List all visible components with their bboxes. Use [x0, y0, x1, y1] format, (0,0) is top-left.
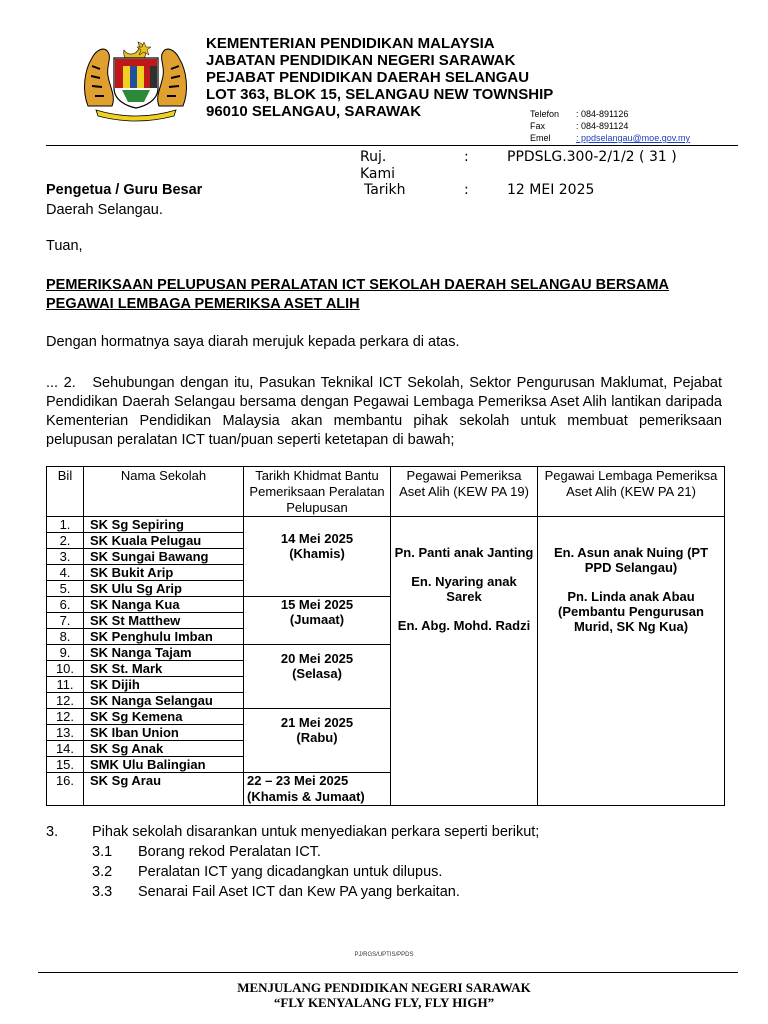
- row-number: 3.: [47, 549, 84, 565]
- school-name: SK Nanga Kua: [84, 597, 244, 613]
- header-divider: [46, 145, 738, 146]
- school-name: SK Iban Union: [84, 725, 244, 741]
- row-number: 10.: [47, 661, 84, 677]
- footer-motto: [0, 980, 768, 1010]
- date-value: 20 Mei 2025: [280, 651, 354, 666]
- item-number: 3.1: [92, 844, 113, 860]
- pa21-officers: [538, 517, 725, 806]
- table-header-row: [47, 467, 725, 517]
- item-text: Borang rekod Peralatan ICT.: [138, 844, 321, 860]
- contact-block: [530, 108, 690, 144]
- contact-label: Fax: [530, 121, 546, 131]
- row-number: 1.: [47, 517, 84, 533]
- table-row: [47, 517, 725, 533]
- day-value: (Selasa): [292, 666, 342, 681]
- date-value: 22 – 23 Mei 2025: [247, 773, 349, 788]
- school-name: SK Dijih: [84, 677, 244, 693]
- date-cell: [244, 645, 391, 709]
- tarikh-label: Tarikh: [364, 182, 406, 198]
- date-cell: [244, 517, 391, 597]
- greeting: Tuan,: [46, 238, 83, 254]
- date-cell: [244, 773, 391, 806]
- list-item: [46, 842, 726, 862]
- coat-of-arms-crest-icon: [78, 36, 193, 122]
- pa21-officer: Pn. Linda anak Abau (Pembantu Pengurusan Murid, SK Ng Kua): [558, 589, 704, 634]
- row-number: 7.: [47, 613, 84, 629]
- section-3: [46, 822, 726, 902]
- row-number: 4.: [47, 565, 84, 581]
- school-name: SK St Matthew: [84, 613, 244, 629]
- kami-label: Kami: [360, 166, 396, 182]
- header-pa21: Pegawai Lembaga Pemeriksa Aset Alih (KEW PA 21): [538, 467, 725, 517]
- phone-value: : 084-891126: [576, 109, 629, 119]
- row-number: 12.: [47, 709, 84, 725]
- schedule-table: [46, 466, 725, 806]
- letterhead-line: 96010 SELANGAU, SARAWAK: [206, 103, 422, 120]
- header-nama-sekolah: Nama Sekolah: [84, 467, 244, 517]
- list-item: [46, 882, 726, 902]
- school-name: SK Bukit Arip: [84, 565, 244, 581]
- header-pa19: Pegawai Pemeriksa Aset Alih (KEW PA 19): [391, 467, 538, 517]
- pa21-officer: En. Asun anak Nuing (PT PPD Selangau): [553, 545, 709, 575]
- school-name: SK Ulu Sg Arip: [84, 581, 244, 597]
- school-name: SK Sg Sepiring: [84, 517, 244, 533]
- subject-heading: PEMERIKSAAN PELUPUSAN PERALATAN ICT SEKOLAH DAERAH SELANGAU BERSAMA PEGAWAI LEMBAGA PEMERIKSA ASET ALIH: [46, 277, 669, 312]
- day-value: (Jumaat): [289, 612, 345, 627]
- contact-label: Telefon: [530, 109, 560, 119]
- date-cell: [244, 709, 391, 773]
- pa19-officer: En. Nyaring anak Sarek: [411, 574, 517, 604]
- row-number: 8.: [47, 629, 84, 645]
- section-number: 3.: [46, 824, 59, 840]
- fax-value: : 084-891124: [576, 121, 629, 131]
- item-text: Senarai Fail Aset ICT dan Kew PA yang berkaitan.: [138, 884, 460, 900]
- pa19-officer: Pn. Panti anak Janting: [394, 545, 534, 560]
- letterhead-line: KEMENTERIAN PENDIDIKAN MALAYSIA: [206, 35, 495, 52]
- letterhead-line: PEJABAT PENDIDIKAN DAERAH SELANGAU: [206, 69, 530, 86]
- row-number: 15.: [47, 757, 84, 773]
- motto-line-2: “FLY KENYALANG FLY, FLY HIGH”: [273, 995, 495, 1010]
- day-value: (Khamis): [289, 546, 345, 561]
- row-number: 16.: [47, 773, 84, 806]
- school-name: SK Nanga Tajam: [84, 645, 244, 661]
- school-name: SK Kuala Pelugau: [84, 533, 244, 549]
- contact-label: Emel: [530, 133, 551, 143]
- row-number: 13.: [47, 725, 84, 741]
- section-intro: Pihak sekolah disarankan untuk menyediakan perkara seperti berikut;: [92, 824, 540, 840]
- row-number: 11.: [47, 677, 84, 693]
- motto-line-1: MENJULANG PENDIDIKAN NEGERI SARAWAK: [237, 980, 531, 995]
- recipient-title: Pengetua / Guru Besar: [46, 182, 203, 198]
- school-name: SK Sg Anak: [84, 741, 244, 757]
- row-number: 14.: [47, 741, 84, 757]
- email-link[interactable]: : ppdselangau@moe.gov.my: [576, 133, 691, 143]
- date-cell: [244, 597, 391, 645]
- school-name: SK Penghulu Imban: [84, 629, 244, 645]
- footer-code: PJ/RGS/UPTIS/PPDS: [354, 952, 414, 958]
- header-tarikh: Tarikh Khidmat Bantu Pemeriksaan Peralatan Pelupusan: [244, 467, 391, 517]
- ruj-value: PPDSLG.300-2/1/2 ( 31 ): [507, 149, 677, 165]
- row-number: 2.: [47, 533, 84, 549]
- school-name: SK St. Mark: [84, 661, 244, 677]
- row-number: 12.: [47, 693, 84, 709]
- list-item: [46, 862, 726, 882]
- footer-divider: [38, 972, 738, 973]
- letterhead-address: [206, 35, 553, 120]
- school-name: SMK Ulu Balingian: [84, 757, 244, 773]
- recipient-block: [46, 180, 202, 220]
- item-text: Peralatan ICT yang dicadangkan untuk dilupus.: [138, 864, 443, 880]
- school-name: SK Sg Kemena: [84, 709, 244, 725]
- row-number: 5.: [47, 581, 84, 597]
- ruj-label: Ruj.: [360, 149, 387, 165]
- row-number: 9.: [47, 645, 84, 661]
- letterhead-line: LOT 363, BLOK 15, SELANGAU NEW TOWNSHIP: [206, 86, 554, 103]
- recipient-place: Daerah Selangau.: [46, 202, 163, 218]
- pa19-officers: [391, 517, 538, 806]
- day-value: (Rabu): [296, 730, 338, 745]
- date-value: 15 Mei 2025: [280, 597, 354, 612]
- school-name: SK Sungai Bawang: [84, 549, 244, 565]
- date-value: 14 Mei 2025: [280, 531, 354, 546]
- paragraph-1: Dengan hormatnya saya diarah merujuk kepada perkara di atas.: [46, 334, 460, 350]
- item-number: 3.2: [92, 864, 113, 880]
- row-number: 6.: [47, 597, 84, 613]
- school-name: SK Sg Arau: [84, 773, 244, 806]
- header-bil: Bil: [47, 467, 84, 517]
- paragraph-2: ... 2. Sehubungan dengan itu, Pasukan Teknikal ICT Sekolah, Sektor Pengurusan Maklumat, Pejabat Pendidikan Daerah Selangau bersama dengan Pegawai Lembaga Pemeriksa Aset Alih lantikan daripada Kementerian Pendidikan Malaysia akan membantu pihak sekolah untuk membuat pemeriksaan pelupusan peralatan ICT tuan/puan seperti ketetapan di bawah;: [46, 375, 722, 448]
- letterhead-line: JABATAN PENDIDIKAN NEGERI SARAWAK: [206, 52, 516, 69]
- date-value: 21 Mei 2025: [280, 715, 354, 730]
- tarikh-colon: :: [464, 182, 469, 198]
- pa19-officer: En. Abg. Mohd. Radzi: [397, 618, 531, 633]
- school-name: SK Nanga Selangau: [84, 693, 244, 709]
- item-number: 3.3: [92, 884, 113, 900]
- ruj-colon: :: [464, 149, 469, 165]
- tarikh-value: 12 MEI 2025: [507, 182, 595, 198]
- day-value: (Khamis & Jumaat): [247, 789, 365, 804]
